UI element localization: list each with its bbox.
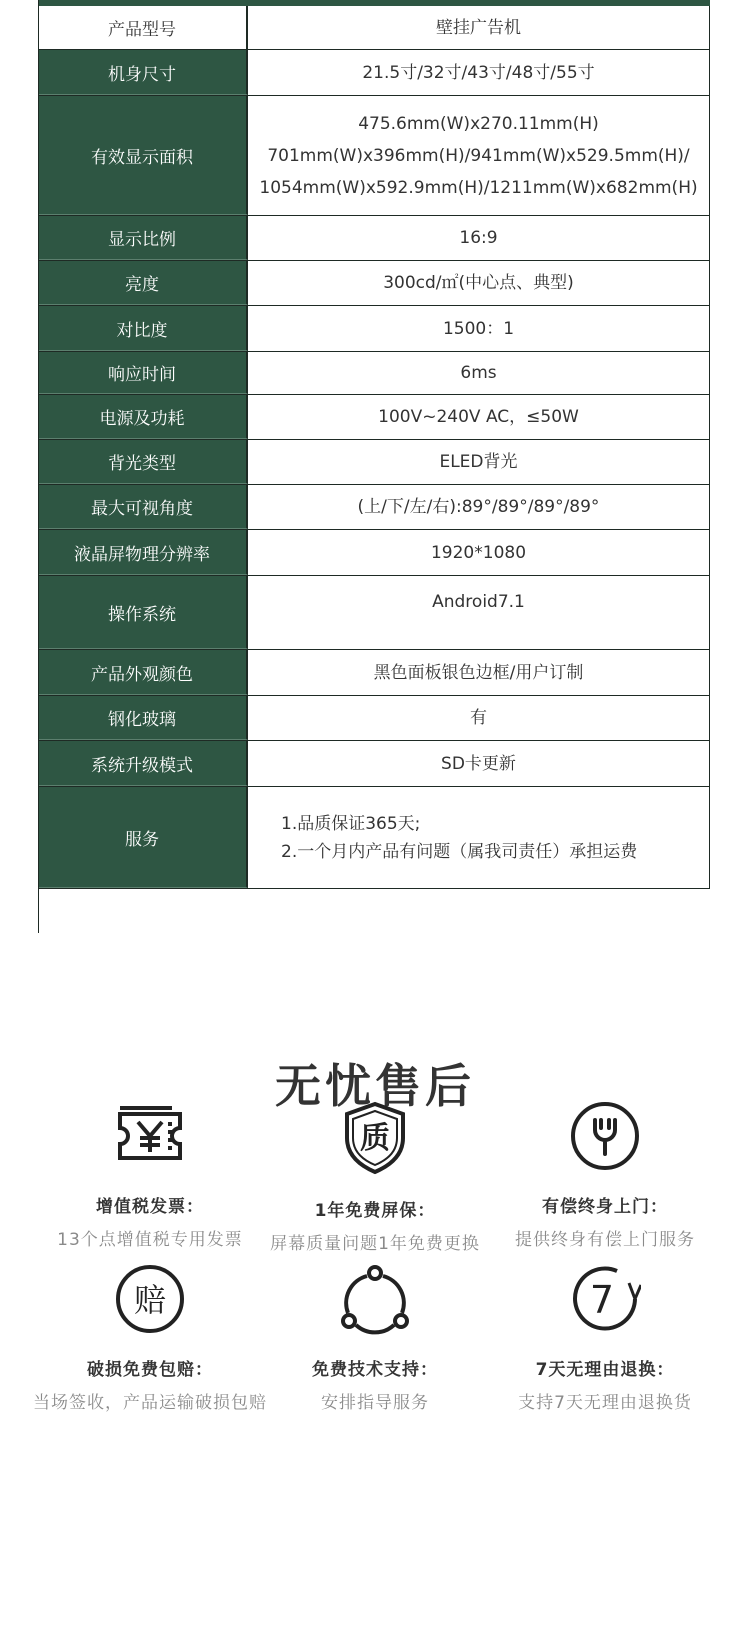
after-sales-feature xyxy=(250,1100,500,1254)
spec-value xyxy=(248,216,710,260)
spec-label: 机身尺寸 xyxy=(38,50,248,95)
spec-row xyxy=(38,530,710,576)
feature-title: 7天无理由退换： xyxy=(535,1360,675,1380)
spec-label: 产品型号 xyxy=(38,6,248,49)
spec-value xyxy=(248,650,710,695)
after-sales-feature xyxy=(250,1263,500,1413)
spec-row xyxy=(38,50,710,96)
spec-value xyxy=(248,485,710,529)
spec-value-line: SD卡更新 xyxy=(441,753,516,774)
spec-row xyxy=(38,6,710,50)
spec-value xyxy=(248,696,710,740)
spec-label: 背光类型 xyxy=(38,440,248,484)
spec-label: 操作系统 xyxy=(38,576,248,649)
spec-row xyxy=(38,696,710,741)
feature-description: 安排指导服务 xyxy=(321,1393,429,1413)
spec-value xyxy=(248,395,710,439)
spec-value-line: ELED背光 xyxy=(439,452,518,472)
feature-description: 提供终身有偿上门服务 xyxy=(515,1230,695,1250)
spec-value xyxy=(248,50,710,95)
compensation-circle-icon xyxy=(25,1263,275,1339)
spec-row xyxy=(38,216,710,261)
spec-value-line: 16:9 xyxy=(459,228,498,248)
spec-value xyxy=(248,787,710,888)
spec-row xyxy=(38,741,710,787)
spec-row xyxy=(38,395,710,440)
quality-shield-icon xyxy=(250,1100,500,1180)
feature-title: 增值税发票： xyxy=(96,1197,204,1217)
spec-label: 有效显示面积 xyxy=(38,96,248,215)
spec-value xyxy=(248,261,710,305)
spec-value-line: Android7.1 xyxy=(432,592,525,612)
spec-label: 电源及功耗 xyxy=(38,395,248,439)
spec-row xyxy=(38,787,710,889)
spec-label: 显示比例 xyxy=(38,216,248,260)
wrench-service-icon xyxy=(480,1100,730,1176)
feature-title: 破损免费包赔： xyxy=(87,1360,213,1380)
after-sales-feature xyxy=(25,1263,275,1413)
svg-text:质: 质 xyxy=(360,1121,390,1156)
spec-label: 液晶屏物理分辨率 xyxy=(38,530,248,575)
spec-row xyxy=(38,440,710,485)
spec-value-line: 1920*1080 xyxy=(430,542,527,563)
feature-title: 1年免费屏保： xyxy=(314,1201,436,1221)
spec-value-line: 300cd/㎡(中心点、典型) xyxy=(383,273,574,293)
spec-label: 服务 xyxy=(38,787,248,888)
spec-value xyxy=(248,96,710,215)
spec-row xyxy=(38,576,710,650)
spec-value-line: 黑色面板银色边框/用户订制 xyxy=(373,662,584,683)
spec-value-line: 701mm(W)x396mm(H)/941mm(W)x529.5mm(H)/ xyxy=(267,145,690,166)
after-sales-feature xyxy=(25,1100,275,1250)
svg-text:赔: 赔 xyxy=(133,1281,167,1319)
spec-row xyxy=(38,485,710,530)
feature-description: 支持7天无理由退换货 xyxy=(518,1393,692,1413)
after-sales-feature xyxy=(480,1100,730,1250)
feature-title: 免费技术支持： xyxy=(312,1360,438,1380)
spec-value-line: 2.一个月内产品有问题（属我司责任）承担运费 xyxy=(281,841,638,862)
spec-value-line: 21.5寸/32寸/43寸/48寸/55寸 xyxy=(362,62,595,83)
feature-title: 有偿终身上门： xyxy=(542,1197,668,1217)
spec-value-line: 475.6mm(W)x270.11mm(H) xyxy=(358,113,599,134)
feature-description: 当场签收，产品运输破损包赔 xyxy=(33,1393,267,1413)
spec-value-line: 有 xyxy=(470,708,487,728)
spec-label: 产品外观颜色 xyxy=(38,650,248,695)
feature-description: 13个点增值税专用发票 xyxy=(57,1230,243,1250)
spec-row xyxy=(38,650,710,696)
spec-row xyxy=(38,96,710,216)
spec-value xyxy=(248,741,710,786)
spec-label: 亮度 xyxy=(38,261,248,305)
spec-value-line: 6ms xyxy=(460,363,497,383)
spec-row xyxy=(38,306,710,352)
spec-value-line: 1054mm(W)x592.9mm(H)/1211mm(W)x682mm(H) xyxy=(259,177,698,198)
spec-value xyxy=(248,352,710,394)
seven-day-return-icon xyxy=(480,1263,730,1339)
after-sales-feature xyxy=(480,1263,730,1413)
spec-row xyxy=(38,352,710,395)
spec-value xyxy=(248,530,710,575)
spec-value xyxy=(248,306,710,351)
spec-value xyxy=(248,440,710,484)
ticket-yen-icon xyxy=(25,1100,275,1176)
spec-label: 响应时间 xyxy=(38,352,248,394)
spec-value xyxy=(248,6,710,49)
spec-row xyxy=(38,261,710,306)
spec-value-line: (上/下/左/右):89°/89°/89°/89° xyxy=(357,497,600,517)
spec-value-line: 1.品质保证365天; xyxy=(281,813,421,834)
svg-text:7: 7 xyxy=(589,1278,615,1322)
spec-label: 系统升级模式 xyxy=(38,741,248,786)
spec-label: 对比度 xyxy=(38,306,248,351)
network-support-icon xyxy=(250,1263,500,1339)
spec-value-line: 100V~240V AC，≤50W xyxy=(378,407,579,427)
after-sales-title: 无忧售后 xyxy=(275,1059,475,1113)
spec-value xyxy=(248,576,710,649)
spec-label: 最大可视角度 xyxy=(38,485,248,529)
table-left-border xyxy=(38,0,39,933)
feature-description: 屏幕质量问题1年免费更换 xyxy=(270,1234,480,1254)
spec-value-line: 1500：1 xyxy=(442,318,515,339)
spec-value-line: 壁挂广告机 xyxy=(436,17,521,38)
spec-label: 钢化玻璃 xyxy=(38,696,248,740)
